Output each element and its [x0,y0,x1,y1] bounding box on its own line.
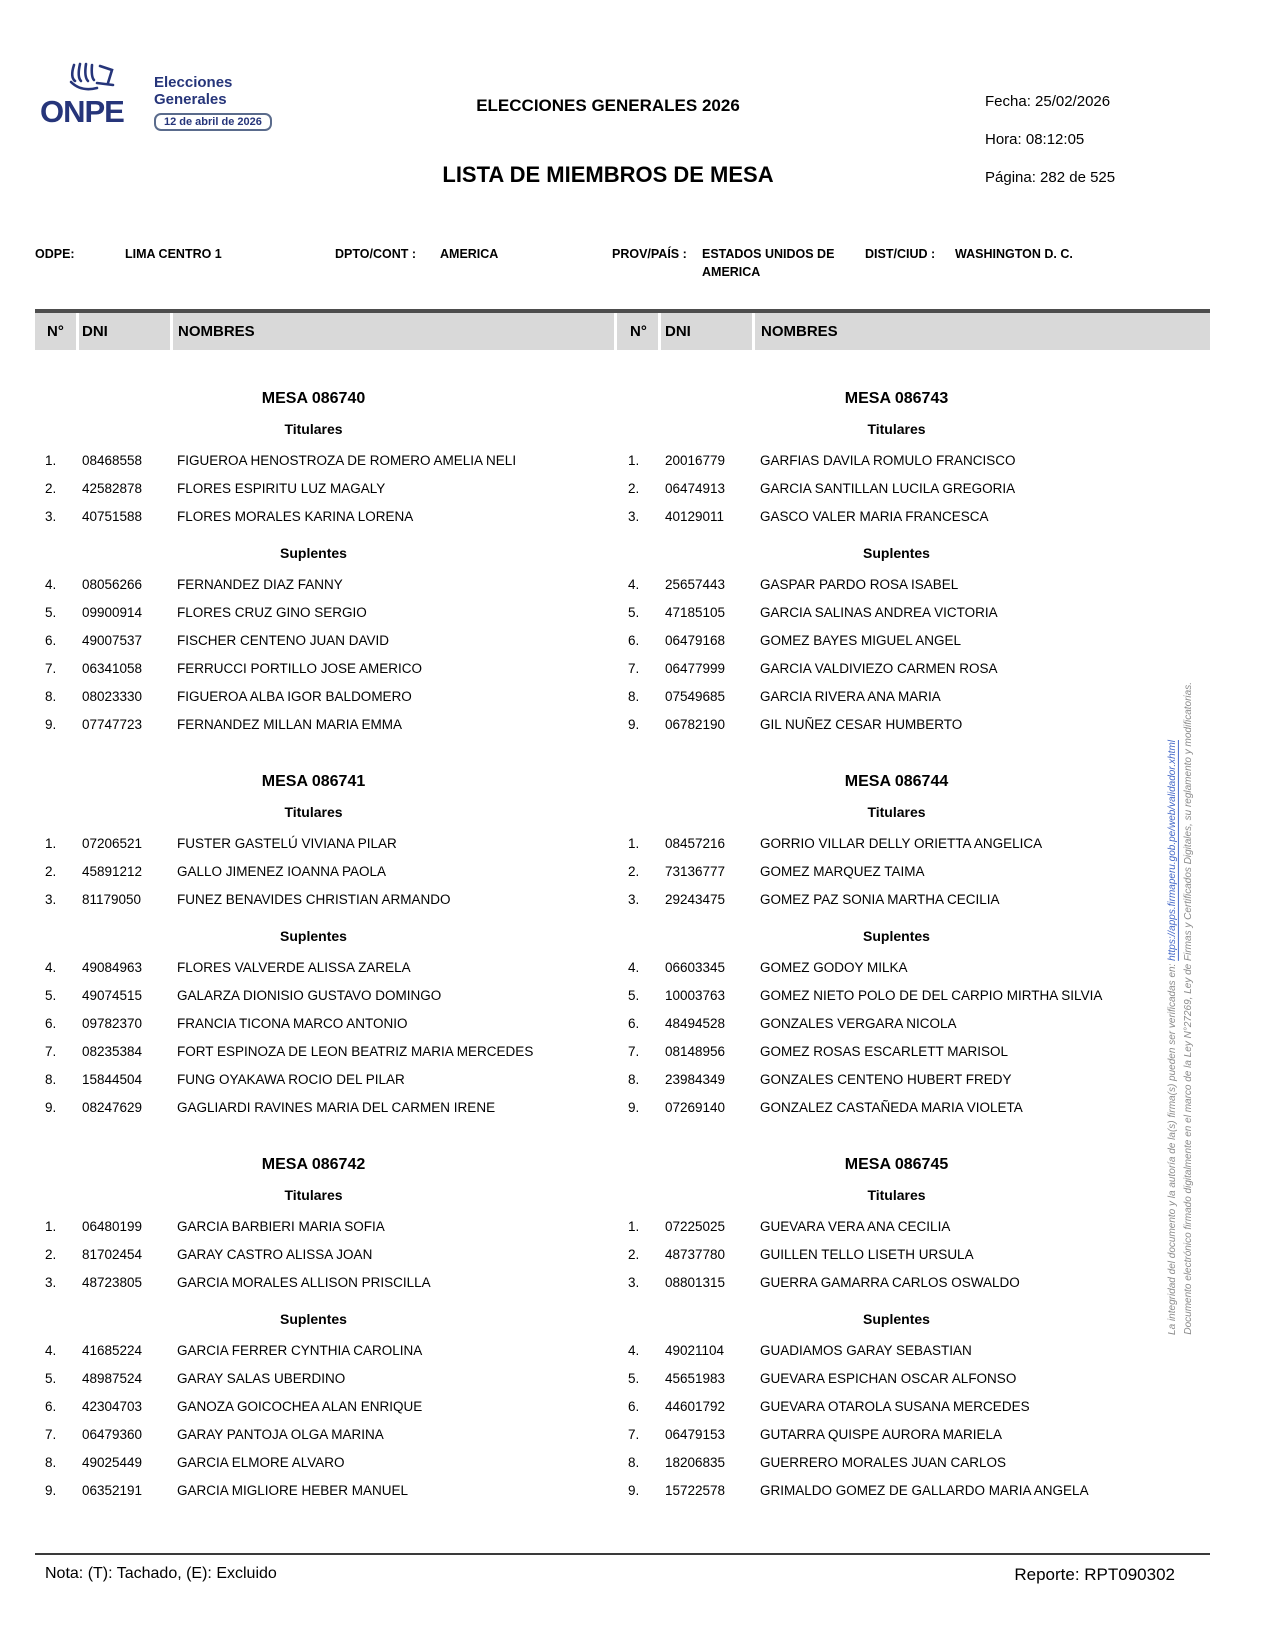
member-row [35,858,592,886]
member-dni: 06341058 [82,661,143,676]
member-num: 1. [45,836,57,851]
titulares-label: Titulares [867,804,926,820]
member-name: FERNANDEZ DIAZ FANNY [177,577,343,592]
footer-report-code: Reporte: RPT090302 [1014,1565,1175,1584]
member-num: 5. [45,988,57,1003]
member-name: FUSTER GASTELÚ VIVIANA PILAR [177,836,397,851]
member-dni: 06477999 [665,661,726,676]
suplentes-rows [618,571,1175,739]
col-header-nombres-right: NOMBRES [761,323,838,340]
member-dni: 45891212 [82,864,143,879]
member-row [618,503,1175,531]
member-name: FISCHER CENTENO JUAN DAVID [177,633,390,648]
member-num: 4. [45,960,57,975]
member-num: 3. [628,509,640,524]
member-row [35,683,592,711]
member-name: GOMEZ NIETO POLO DE DEL CARPIO MIRTHA SILVIA [760,988,1103,1003]
member-num: 9. [45,1100,57,1115]
dpto-value: AMERICA [440,247,499,261]
prov-value: ESTADOS UNIDOS DE AMERICA [702,247,835,279]
signature-verify-text [1167,740,1178,1335]
member-name: FIGUEROA HENOSTROZA DE ROMERO AMELIA NELI [177,453,517,468]
mesa-block [35,1151,592,1505]
member-dni: 49084963 [82,960,143,975]
member-name: GUEVARA ESPICHAN OSCAR ALFONSO [760,1371,1017,1386]
suplentes-rows [35,1337,592,1505]
member-num: 1. [45,1219,57,1234]
member-name: GONZALEZ CASTAÑEDA MARIA VIOLETA [760,1100,1023,1115]
member-row [618,830,1175,858]
member-row [618,1365,1175,1393]
member-name: FRANCIA TICONA MARCO ANTONIO [177,1016,408,1031]
member-name: GARCIA RIVERA ANA MARIA [760,689,941,704]
mesa-title: MESA 086744 [844,773,949,790]
page-title: ELECCIONES GENERALES 2026 [476,96,740,115]
mesa-title: MESA 086745 [844,1156,949,1173]
meta-pagina [985,168,1115,187]
member-dni: 06352191 [82,1483,143,1498]
member-name: GUILLEN TELLO LISETH URSULA [760,1247,974,1262]
prov-label: PROV/PAÍS : [612,247,687,261]
member-name: GUEVARA VERA ANA CECILIA [760,1219,951,1234]
member-name: FUNEZ BENAVIDES CHRISTIAN ARMANDO [177,892,451,907]
mesa-column-right [618,385,1175,1534]
titulares-rows [35,1213,592,1297]
member-dni: 41685224 [82,1343,143,1358]
member-name: GARCIA MIGLIORE HEBER MANUEL [177,1483,409,1498]
member-name: GARAY PANTOJA OLGA MARINA [177,1427,384,1442]
member-row [35,1365,592,1393]
suplentes-label: Suplentes [863,928,930,944]
member-name: GUERRERO MORALES JUAN CARLOS [760,1455,1007,1470]
hora-value: 08:12:05 [1025,131,1085,148]
titulares-rows [618,1213,1175,1297]
member-name: FORT ESPINOZA DE LEON BEATRIZ MARIA MERCEDES [177,1044,534,1059]
member-name: GUEVARA OTAROLA SUSANA MERCEDES [760,1399,1030,1414]
titulares-rows [618,447,1175,531]
member-dni: 08468558 [82,453,143,468]
member-name: GASCO VALER MARIA FRANCESCA [760,509,989,524]
titulares-label: Titulares [867,1187,926,1203]
mesa-block [618,768,1175,1122]
header-separator [614,313,617,350]
member-dni: 15844504 [82,1072,143,1087]
member-row [618,982,1175,1010]
member-dni: 09782370 [82,1016,143,1031]
member-name: GOMEZ MARQUEZ TAIMA [760,864,925,879]
member-dni: 10003763 [665,988,726,1003]
member-dni: 48987524 [82,1371,143,1386]
member-row [35,1477,592,1505]
pagina-label: Página: [985,169,1036,186]
member-row [35,1010,592,1038]
member-dni: 49025449 [82,1455,143,1470]
member-num: 9. [628,717,640,732]
member-row [618,711,1175,739]
member-name: GASPAR PARDO ROSA ISABEL [760,577,959,592]
member-name: GALARZA DIONISIO GUSTAVO DOMINGO [177,988,442,1003]
member-row [35,1066,592,1094]
member-name: GARCIA ELMORE ALVARO [177,1455,345,1470]
member-dni: 81702454 [82,1247,143,1262]
member-dni: 42304703 [82,1399,143,1414]
member-row [618,627,1175,655]
member-row [618,1094,1175,1122]
member-dni: 49021104 [665,1343,725,1358]
member-row [35,1213,592,1241]
member-row [35,1393,592,1421]
hora-label: Hora: [985,131,1022,148]
member-dni: 06480199 [82,1219,143,1234]
member-num: 7. [45,1427,57,1442]
validator-url-link[interactable]: https://apps.firmaperu.gob.pe/web/validador.xhtml [1167,740,1178,961]
fecha-value: 25/02/2026 [1035,93,1111,110]
member-dni: 08235384 [82,1044,143,1059]
member-name: GALLO JIMENEZ IOANNA PAOLA [177,864,387,879]
member-num: 7. [45,661,57,676]
member-dni: 08247629 [82,1100,143,1115]
member-row [35,627,592,655]
page-meta [985,92,1115,206]
member-name: FERNANDEZ MILLAN MARIA EMMA [177,717,403,732]
titulares-label: Titulares [284,1187,343,1203]
election-date-badge: 12 de abril de 2026 [154,113,272,131]
odpe-label: ODPE: [35,247,75,261]
member-name: GARCIA MORALES ALLISON PRISCILLA [177,1275,431,1290]
member-num: 5. [628,988,640,1003]
member-dni: 48723805 [82,1275,143,1290]
mesa-title: MESA 086741 [261,773,366,790]
member-name: GONZALES VERGARA NICOLA [760,1016,957,1031]
col-header-num-left: N° [47,323,64,340]
member-name: GUADIAMOS GARAY SEBASTIAN [760,1343,972,1358]
dist-value: WASHINGTON D. C. [955,247,1073,261]
member-row [618,1269,1175,1297]
titulares-rows [35,447,592,531]
member-num: 2. [628,1247,640,1262]
member-num: 6. [45,1399,57,1414]
member-row [35,1337,592,1365]
member-row [35,503,592,531]
member-name: FUNG OYAKAWA ROCIO DEL PILAR [177,1072,405,1087]
mesa-title: MESA 086743 [844,390,949,407]
suplentes-label: Suplentes [280,928,347,944]
member-dni: 49007537 [82,633,143,648]
member-dni: 40129011 [665,509,725,524]
member-num: 4. [628,960,640,975]
dist-label: DIST/CIUD : [865,247,936,261]
member-name: GARCIA FERRER CYNTHIA CAROLINA [177,1343,423,1358]
member-num: 7. [45,1044,57,1059]
member-dni: 47185105 [665,605,726,620]
member-name: GARAY CASTRO ALISSA JOAN [177,1247,373,1262]
footer-divider [35,1553,1210,1555]
member-row [618,683,1175,711]
member-dni: 08023330 [82,689,143,704]
member-dni: 18206835 [665,1455,726,1470]
col-header-nombres-left: NOMBRES [178,323,255,340]
table-header-bar [35,309,1210,350]
member-num: 9. [628,1483,640,1498]
member-num: 9. [45,1483,57,1498]
member-num: 8. [45,1072,57,1087]
member-num: 8. [45,1455,57,1470]
member-dni: 07549685 [665,689,726,704]
member-num: 1. [628,1219,640,1234]
member-name: FLORES CRUZ GINO SERGIO [177,605,367,620]
member-num: 1. [628,836,640,851]
member-dni: 20016779 [665,453,726,468]
member-name: GARCIA BARBIERI MARIA SOFIA [177,1219,385,1234]
mesa-block [618,385,1175,739]
member-row [618,1010,1175,1038]
member-num: 8. [628,1455,640,1470]
member-row [618,1213,1175,1241]
member-row [35,475,592,503]
member-name: GOMEZ ROSAS ESCARLETT MARISOL [760,1044,1009,1059]
member-row [35,1038,592,1066]
header-separator [752,313,755,350]
member-num: 1. [45,453,57,468]
member-row [35,599,592,627]
member-name: FLORES VALVERDE ALISSA ZARELA [177,960,411,975]
member-num: 6. [45,633,57,648]
titulares-label: Titulares [284,804,343,820]
member-num: 6. [628,1399,640,1414]
member-row [618,1241,1175,1269]
member-dni: 06782190 [665,717,726,732]
titulares-label: Titulares [284,421,343,437]
header-separator [76,313,79,350]
meta-hora [985,130,1115,149]
member-row [618,1449,1175,1477]
member-dni: 48737780 [665,1247,726,1262]
member-dni: 08801315 [665,1275,726,1290]
header-separator [658,313,661,350]
member-num: 4. [45,577,57,592]
member-dni: 06479153 [665,1427,726,1442]
mesa-block [35,768,592,1122]
logo-line-2: Generales [154,91,227,108]
member-num: 5. [45,605,57,620]
member-row [35,1241,592,1269]
mesa-block [35,385,592,739]
member-dni: 09900914 [82,605,143,620]
member-dni: 08056266 [82,577,143,592]
member-row [618,1337,1175,1365]
member-num: 2. [45,864,57,879]
member-dni: 07206521 [82,836,143,851]
member-row [618,886,1175,914]
header-separator [170,313,173,350]
member-dni: 48494528 [665,1016,726,1031]
member-row [618,954,1175,982]
member-name: GOMEZ PAZ SONIA MARTHA CECILIA [760,892,1000,907]
member-dni: 73136777 [665,864,726,879]
member-dni: 25657443 [665,577,726,592]
col-header-dni-right: DNI [665,323,691,340]
member-num: 9. [45,717,57,732]
member-num: 6. [628,1016,640,1031]
mesa-title: MESA 086740 [261,390,366,407]
pagina-value: 282 de 525 [1040,169,1116,186]
fecha-label: Fecha: [985,93,1031,110]
member-num: 3. [45,509,57,524]
member-row [35,1421,592,1449]
member-name: GAGLIARDI RAVINES MARIA DEL CARMEN IRENE [177,1100,496,1115]
titulares-rows [35,830,592,914]
member-row [618,599,1175,627]
member-name: GUTARRA QUISPE AURORA MARIELA [760,1427,1003,1442]
member-dni: 07747723 [82,717,143,732]
onpe-wordmark: ONPE [40,94,124,129]
member-name: FIGUEROA ALBA IGOR BALDOMERO [177,689,412,704]
verify-text-prefix: La integridad del documento y la autoría de la(s) firma(s) pueden ser verificadas en: [1167,960,1178,1335]
col-header-num-right: N° [630,323,647,340]
member-name: GOMEZ GODOY MILKA [760,960,908,975]
member-row [618,1421,1175,1449]
member-row [618,1477,1175,1505]
member-dni: 07269140 [665,1100,726,1115]
member-row [35,982,592,1010]
mesa-column-left [35,385,592,1534]
member-name: GRIMALDO GOMEZ DE GALLARDO MARIA ANGELA [760,1483,1089,1498]
member-dni: 06603345 [665,960,726,975]
member-name: GARCIA SALINAS ANDREA VICTORIA [760,605,998,620]
meta-fecha [985,92,1115,111]
member-row [618,571,1175,599]
member-num: 2. [45,481,57,496]
member-num: 7. [628,661,640,676]
member-name: GARCIA SANTILLAN LUCILA GREGORIA [760,481,1016,496]
member-row [618,1393,1175,1421]
member-row [35,711,592,739]
titulares-rows [618,830,1175,914]
member-num: 8. [45,689,57,704]
suplentes-rows [35,571,592,739]
member-num: 4. [628,577,640,592]
member-dni: 08457216 [665,836,726,851]
member-num: 2. [45,1247,57,1262]
member-row [35,1269,592,1297]
suplentes-rows [618,954,1175,1122]
member-name: FLORES ESPIRITU LUZ MAGALY [177,481,386,496]
member-dni: 06474913 [665,481,726,496]
member-name: GANOZA GOICOCHEA ALAN ENRIQUE [177,1399,423,1414]
member-num: 4. [628,1343,640,1358]
member-dni: 29243475 [665,892,726,907]
member-num: 2. [628,864,640,879]
member-dni: 07225025 [665,1219,726,1234]
member-name: GARAY SALAS UBERDINO [177,1371,346,1386]
member-dni: 49074515 [82,988,143,1003]
member-num: 9. [628,1100,640,1115]
member-num: 3. [628,892,640,907]
member-row [618,447,1175,475]
mesa-title: MESA 086742 [261,1156,366,1173]
member-dni: 08148956 [665,1044,726,1059]
member-num: 4. [45,1343,57,1358]
member-row [618,655,1175,683]
member-row [618,1038,1175,1066]
member-num: 3. [628,1275,640,1290]
member-dni: 81179050 [82,892,142,907]
member-dni: 44601792 [665,1399,726,1414]
member-num: 7. [628,1427,640,1442]
member-name: GARFIAS DAVILA ROMULO FRANCISCO [760,453,1016,468]
member-num: 5. [628,1371,640,1386]
logo-line-1: Elecciones [154,74,233,91]
member-name: FLORES MORALES KARINA LORENA [177,509,414,524]
odpe-value: LIMA CENTRO 1 [125,247,222,261]
suplentes-label: Suplentes [280,1311,347,1327]
suplentes-rows [35,954,592,1122]
member-dni: 15722578 [665,1483,726,1498]
member-row [35,1094,592,1122]
member-name: GOMEZ BAYES MIGUEL ANGEL [760,633,962,648]
member-dni: 45651983 [665,1371,726,1386]
member-name: GUERRA GAMARRA CARLOS OSWALDO [760,1275,1020,1290]
mesa-block [618,1151,1175,1505]
col-header-dni-left: DNI [82,323,108,340]
suplentes-label: Suplentes [863,1311,930,1327]
member-row [618,1066,1175,1094]
member-row [618,858,1175,886]
member-num: 6. [45,1016,57,1031]
member-row [35,655,592,683]
page-subtitle: LISTA DE MIEMBROS DE MESA [442,162,774,187]
member-num: 5. [45,1371,57,1386]
member-dni: 23984349 [665,1072,726,1087]
member-num: 6. [628,633,640,648]
member-dni: 06479168 [665,633,726,648]
member-name: GORRIO VILLAR DELLY ORIETTA ANGELICA [760,836,1043,851]
member-num: 7. [628,1044,640,1059]
footer-note: Nota: (T): Tachado, (E): Excluido [45,1565,277,1582]
member-dni: 42582878 [82,481,143,496]
member-name: GARCIA VALDIVIEZO CARMEN ROSA [760,661,998,676]
member-row [35,886,592,914]
signature-notice-text: Documento electrónico firmado digitalmente en el marco de la Ley N°27269, Ley de Firmas y Certificados Digitales, su reglamento y modificatorias. [1183,682,1194,1335]
member-row [35,571,592,599]
dpto-label: DPTO/CONT : [335,247,417,261]
member-name: GONZALES CENTENO HUBERT FREDY [760,1072,1012,1087]
member-num: 8. [628,689,640,704]
member-name: FERRUCCI PORTILLO JOSE AMERICO [177,661,423,676]
member-num: 8. [628,1072,640,1087]
member-row [35,830,592,858]
titulares-label: Titulares [867,421,926,437]
member-num: 2. [628,481,640,496]
suplentes-label: Suplentes [280,545,347,561]
member-num: 3. [45,1275,57,1290]
member-row [35,954,592,982]
member-row [618,475,1175,503]
member-name: GIL NUÑEZ CESAR HUMBERTO [760,717,963,732]
member-dni: 40751588 [82,509,143,524]
member-dni: 06479360 [82,1427,143,1442]
suplentes-rows [618,1337,1175,1505]
member-row [35,447,592,475]
member-num: 1. [628,453,640,468]
suplentes-label: Suplentes [863,545,930,561]
member-num: 5. [628,605,640,620]
member-row [35,1449,592,1477]
member-num: 3. [45,892,57,907]
